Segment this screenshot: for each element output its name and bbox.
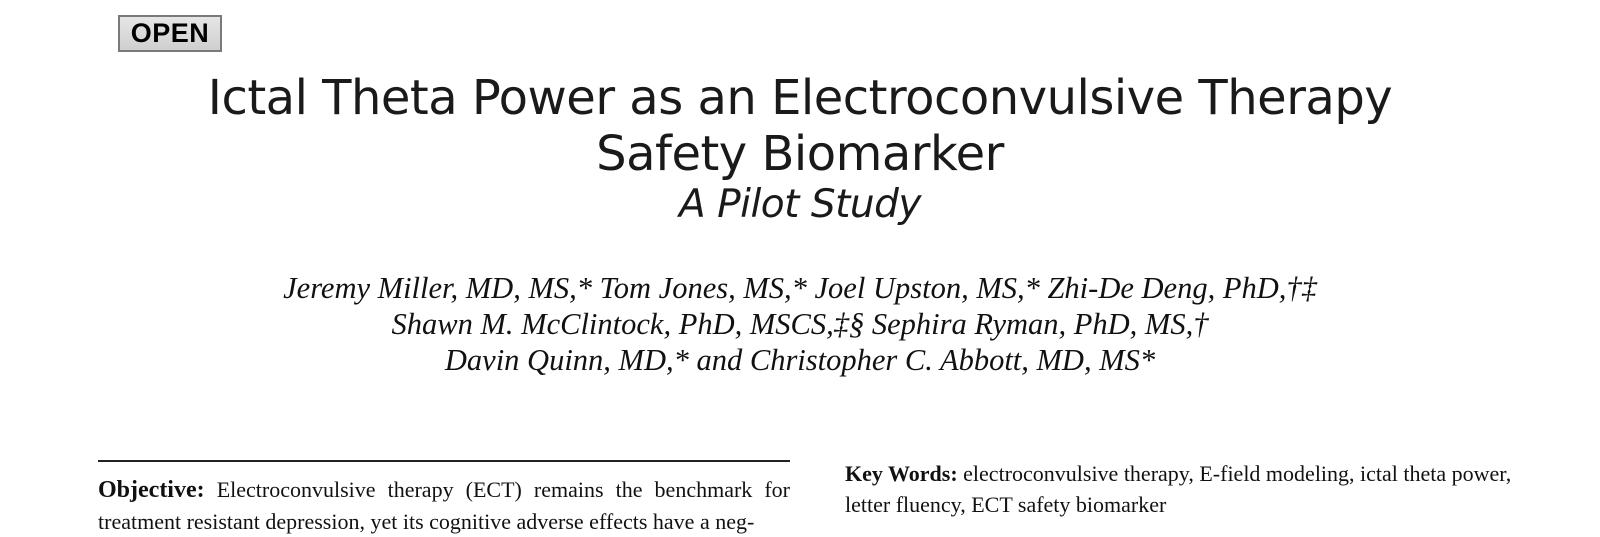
keywords-label: Key Words: <box>845 461 958 486</box>
keywords-text: electroconvulsive therapy, E-field modeling, ictal theta power, letter fluency, ECT safety biomarker <box>845 461 1512 517</box>
author-list <box>0 270 1600 378</box>
keywords-section <box>845 458 1545 520</box>
article-title-block <box>0 70 1600 228</box>
author-line-3: Davin Quinn, MD,* and Christopher C. Abbott, MD, MS* <box>444 343 1156 377</box>
abstract-objective <box>98 474 790 537</box>
author-line-2: Shawn M. McClintock, PhD, MSCS,‡§ Sephira Ryman, PhD, MS,† <box>391 307 1209 341</box>
article-title-line-1: Ictal Theta Power as an Electroconvulsive Therapy <box>207 70 1393 126</box>
abstract-divider <box>98 460 790 462</box>
objective-label: Objective: <box>98 477 205 503</box>
author-line-1: Jeremy Miller, MD, MS,* Tom Jones, MS,* Joel Upston, MS,* Zhi-De Deng, PhD,†‡ <box>283 271 1317 305</box>
objective-text: Electroconvulsive therapy (ECT) remains the benchmark for treatment resistant depression, yet its cognitive adverse effects have a neg- <box>98 477 790 534</box>
open-access-badge: OPEN <box>118 15 222 52</box>
article-title-line-2: Safety Biomarker <box>596 126 1004 182</box>
article-subtitle: A Pilot Study <box>679 182 921 227</box>
